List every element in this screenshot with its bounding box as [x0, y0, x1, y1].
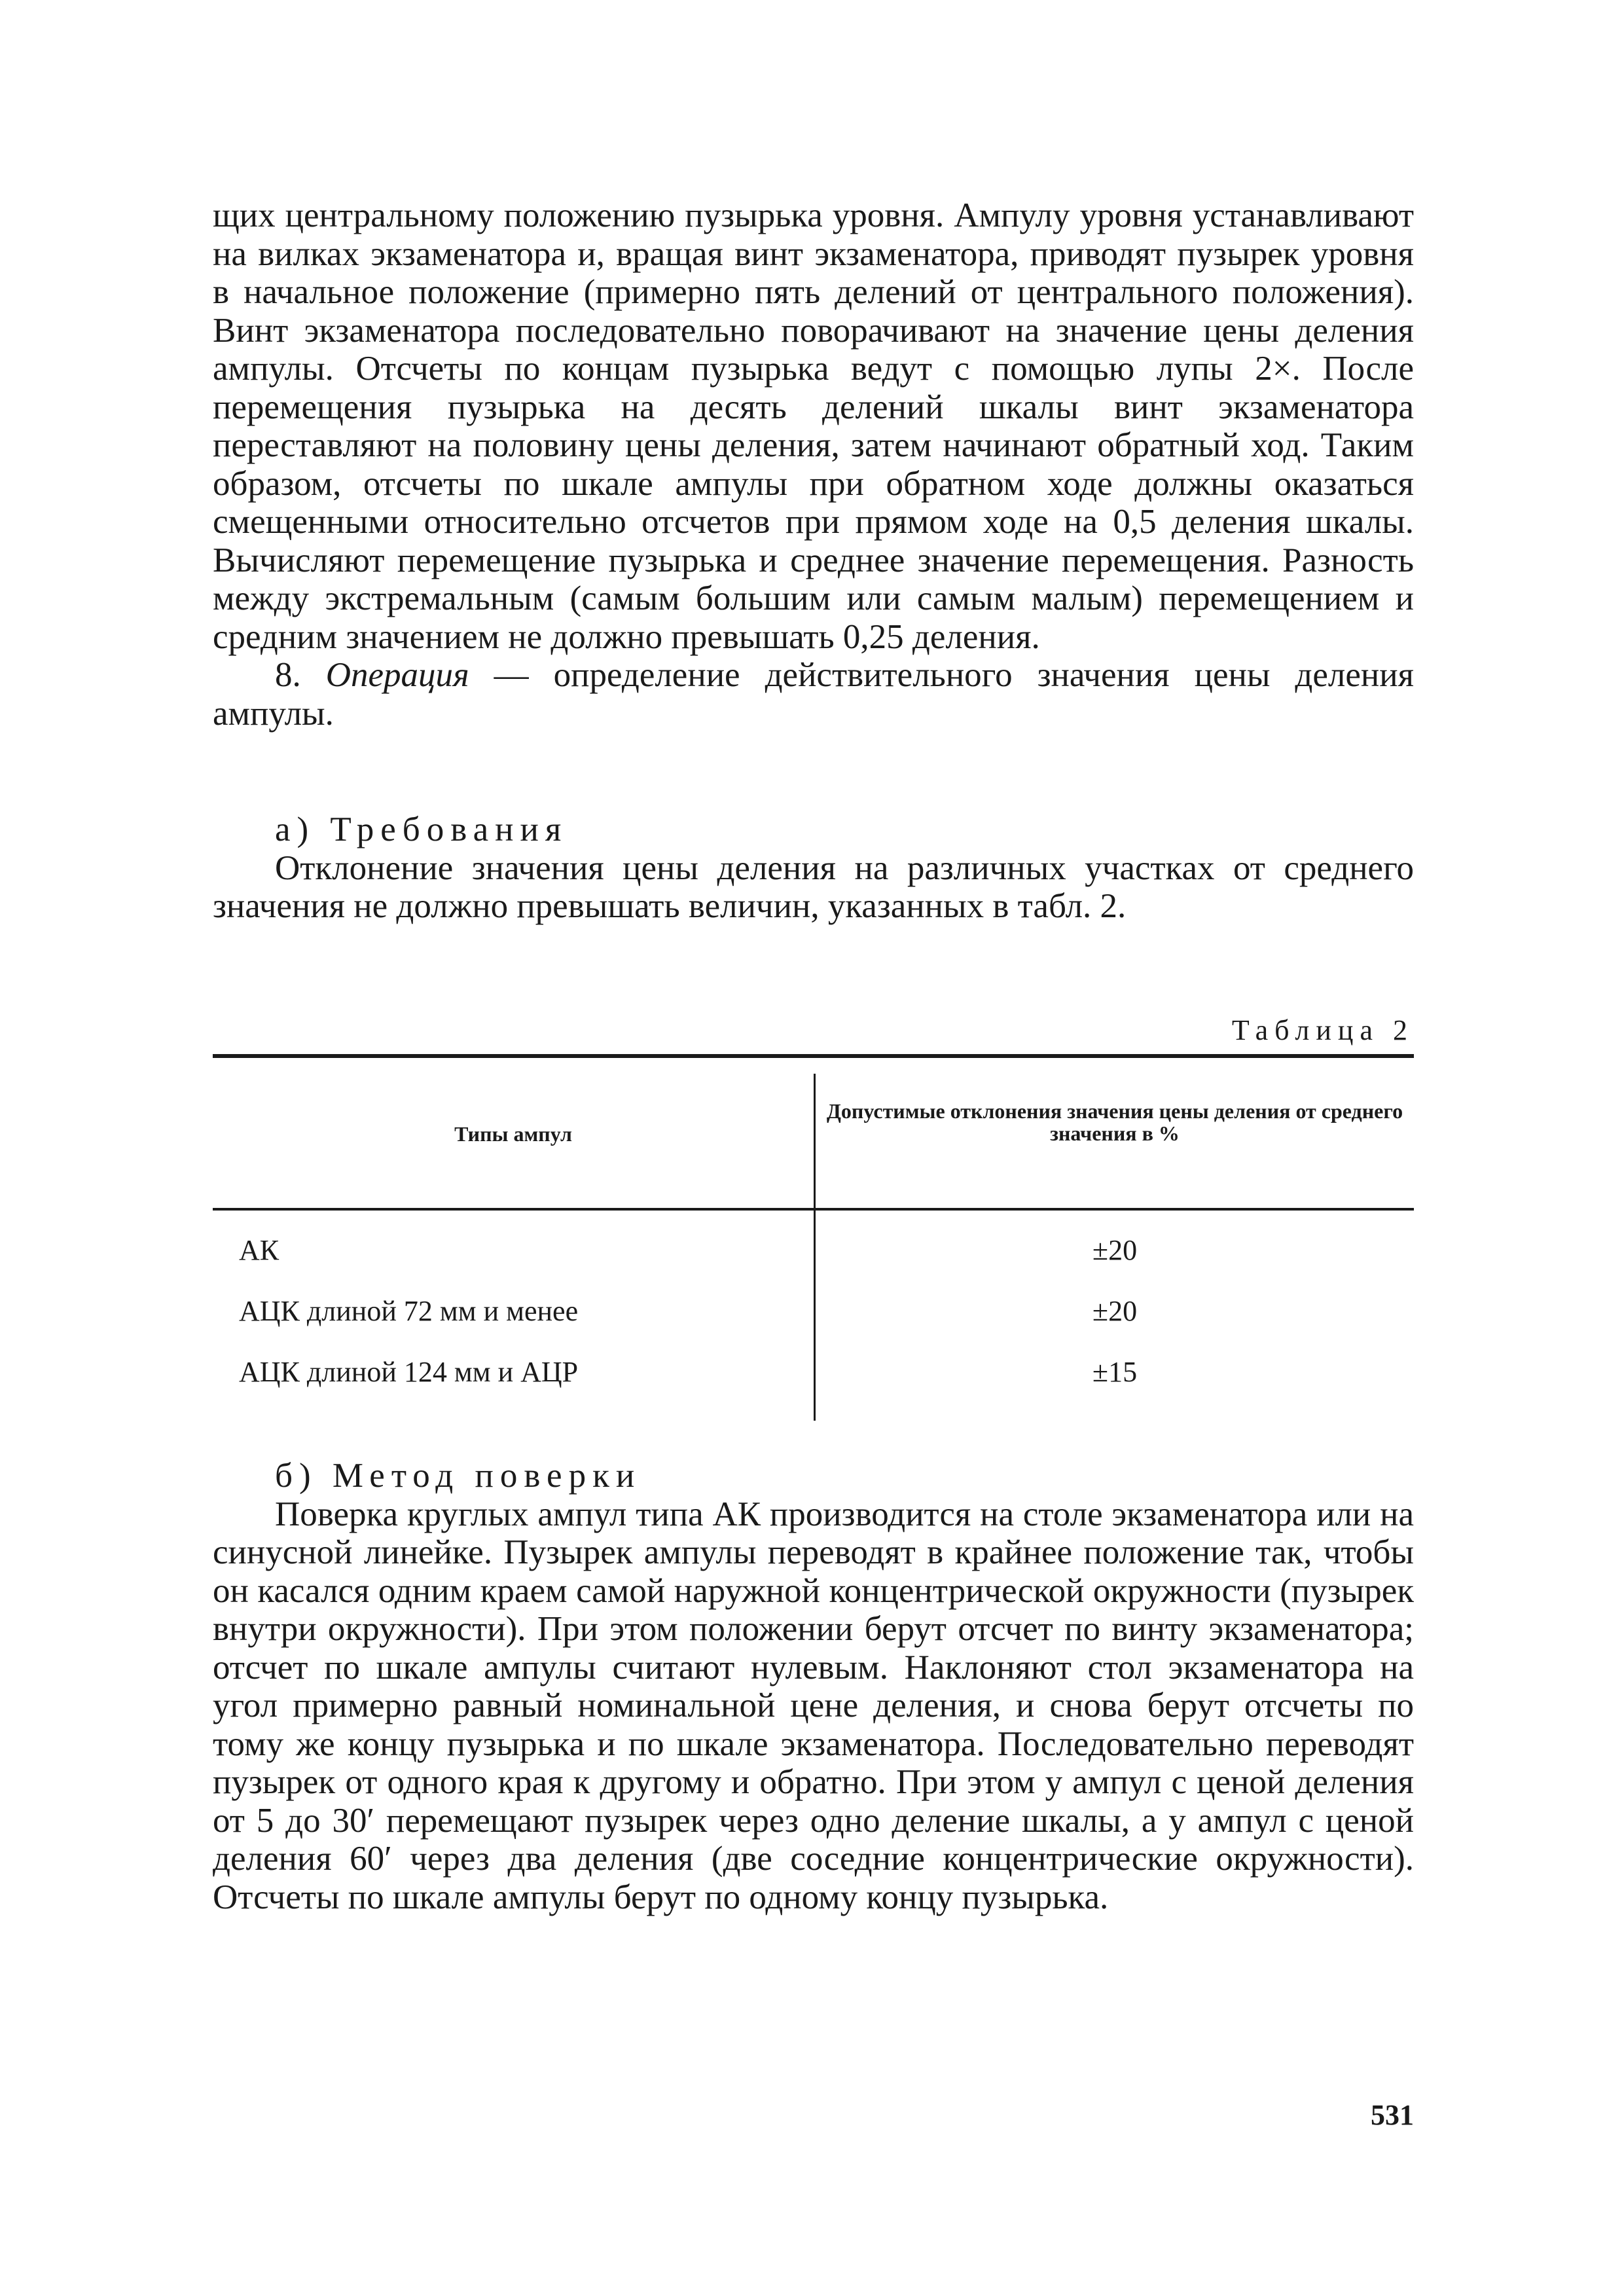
deviation-table [213, 1054, 1414, 1447]
paragraph-continuation: щих центральному положению пузырька уровня. Ампулу уровня устанавливают на вилках экзаменатора и, вращая винт экзаменатора, приводят пузырек уровня в начальное положение (примерно пять делений от центрального положения). Винт экзаменатора последовательно поворачивают на значение цены деления ампулы. Отсчеты по концам пузырька ведут с помощью лупы 2×. После перемещения пузырька на десять делений шкалы винт экзаменатора переставляют на половину цены деления, затем начинают обратный ход. Таким образом, отсчеты по шкале ампулы при обратном ходе должны оказаться смещенными относительно отсчетов при прямом ходе на 0,5 деления шкалы. Вычисляют перемещение пузырька и среднее значение перемещения. Разность между экстремальным (самым большим или самым малым) перемещением и средним значением не должно превышать 0,25 деления. [213, 196, 1414, 656]
operation-paragraph [213, 656, 1414, 733]
text-section-method [213, 1457, 1414, 1916]
text-section-top [213, 196, 1414, 733]
table-cell-value: ±15 [1092, 1356, 1138, 1388]
requirements-paragraph: Отклонение значения цены деления на различных участках от среднего значения не должно превышать величин, указанных в табл. 2. [213, 848, 1414, 925]
table-cell-value: ±20 [1092, 1234, 1138, 1266]
table-cell-type: АЦК длиной 124 мм и АЦР [239, 1356, 579, 1388]
operation-label: Операция [325, 656, 469, 694]
table-cell-value: ±20 [1092, 1295, 1138, 1327]
text-section-requirements [213, 773, 1414, 926]
table-top-rule [213, 1054, 1414, 1058]
table-header-allowed-deviation: Допустимые отклонения значения цены деления от среднего значения в % [826, 1099, 1403, 1145]
operation-text: — определение действительного значения цены деления ампулы. [213, 656, 1414, 733]
table-header-rule [213, 1208, 1414, 1211]
table-caption: Таблица 2 [1231, 1014, 1414, 1046]
table-header-ampule-types: Типы ампул [454, 1122, 572, 1146]
table-cell-type: АЦК длиной 72 мм и менее [239, 1295, 579, 1327]
requirements-heading: а) Требования [275, 811, 568, 848]
operation-number: 8. [275, 656, 301, 694]
table-cell-type: АК [239, 1234, 280, 1266]
page-number: 531 [1371, 2099, 1414, 2131]
method-heading: б) Метод поверки [275, 1457, 641, 1495]
method-paragraph: Поверка круглых ампул типа АК производится на столе экзаменатора или на синусной линейке. Пузырек ампулы переводят в крайнее положение так, чтобы он касался одним краем самой наружной концентрической окружности (пузырек внутри окружности). При этом положении берут отсчет по винту экзаменатора; отсчет по шкале ампулы считают нулевым. Наклоняют стол экзаменатора на угол примерно равный номинальной цене деления, и снова берут отсчеты по тому же концу пузырька и по шкале экзаменатора. Последовательно переводят пузырек от одного края к другому и обратно. При этом у ампул с ценой деления от 5 до 30′ перемещают пузырек через одно деление шкалы, а у ампул с ценой деления 60′ через два деления (две соседние концентрические окружности). Отсчеты по шкале ампулы берут по одному концу пузырька. [213, 1495, 1414, 1916]
